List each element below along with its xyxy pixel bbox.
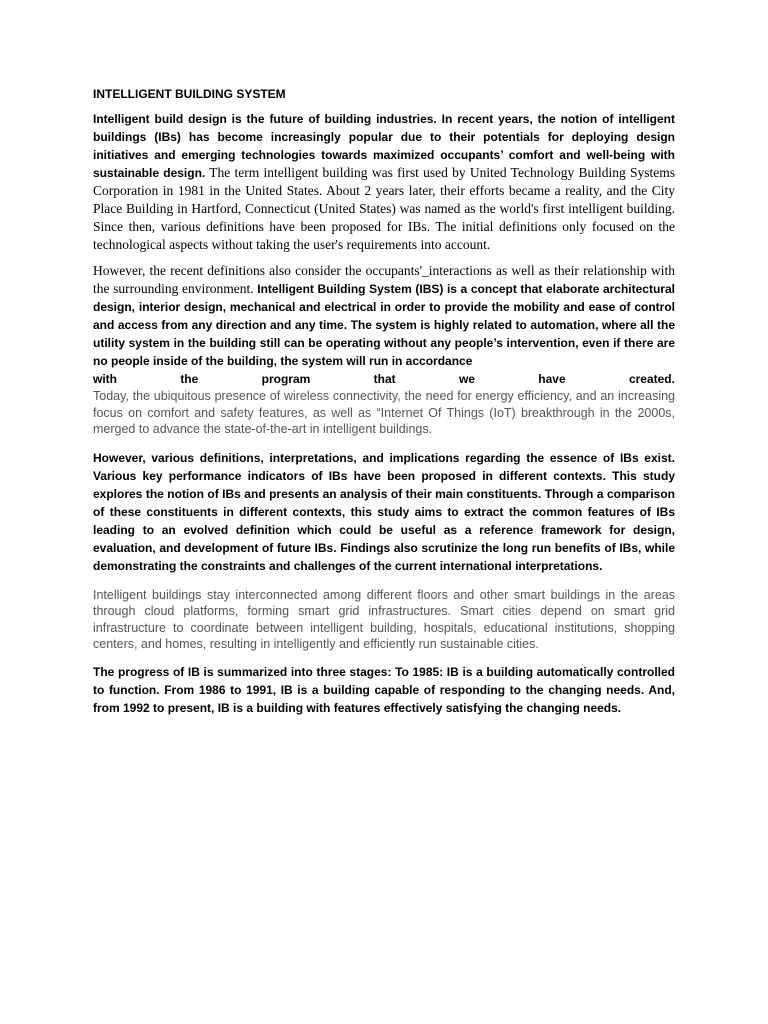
paragraph-1-serif: The term intelligent building was first used by United Technology Building Systems Corporation in 1981 in the United States. About 2 years later, their efforts became a reality, and the City Place Building in Hartford, Connecticut (United States) was named as the world's first intelligent building. Since then, various definitions have been proposed for IBs. The initial definitions only focused on the technological aspects without taking the user's requirements into account.: [93, 165, 675, 252]
document-title: INTELLIGENT BUILDING SYSTEM: [93, 87, 286, 101]
paragraph-5: The progress of IB is summarized into three stages: To 1985: IB is a building automatically controlled to function. From 1986 to 1991, IB is a building capable of responding to the changing needs. And, from 1992 to present, IB is a building with features effectively satisfying the changing needs.: [93, 664, 675, 715]
last-line-word: we: [458, 372, 475, 386]
last-line-word: that: [373, 372, 396, 386]
paragraph-1: [93, 110, 675, 254]
paragraph-4: Intelligent buildings stay interconnected among different floors and other smart buildings in the areas through cloud platforms, forming smart grid infrastructures. Smart cities depend on smart grid infrastructure to coordinate between intelligent building, hospitals, educational institutions, shopping centers, and homes, resulting in intelligently and efficiently run sustainable cities.: [93, 587, 675, 651]
paragraph-2-last-line: [93, 370, 675, 388]
last-line-word: with: [93, 372, 117, 386]
paragraph-3: However, various definitions, interpretations, and implications regarding the essence of IBs exist. Various key performance indicators of IBs have been proposed in different contexts. This study explores the notion of IBs and presents an analysis of their main constituents. Through a comparison of these constituents in different contexts, this study aims to extract the common features of IBs leading to an evolved definition which could be useful as a reference framework for design, evaluation, and development of future IBs. Findings also scrutinize the long run benefits of IBs, while demonstrating the constraints and challenges of the current international interpretations.: [93, 450, 675, 573]
last-line-word: the: [180, 372, 199, 386]
paragraph-2-bold: Intelligent Building System (IBS) is a concept that elaborate architectural design, interior design, mechanical and electrical in order to provide the mobility and ease of control and access from any direction and any time. The system is highly related to automation, where all the utility system in the building still can be operating without any people’s intervention, even if there are no people inside of the building, the system will run in accordance: [93, 282, 675, 368]
document-page: [93, 86, 675, 717]
paragraph-1-bold: Intelligent build design is the future of building industries. In recent years, the notion of intelligent buildings (IBs) has become increasingly popular due to their potentials for deploying design initiatives and emerging technologies towards maximized occupants’ comfort and well-being with sustainable design.: [93, 112, 675, 180]
paragraph-2-serif: However, the recent definitions also consider the occupants'_interactions as well as their relationship with the surrounding environment.: [93, 263, 675, 296]
paragraph-2: [93, 262, 675, 370]
paragraph-2-grey: Today, the ubiquitous presence of wireless connectivity, the need for energy efficiency, and an increasing focus on comfort and safety features, as well as “Internet Of Things (IoT) breakthrough in the 2000s, merged to advance the state-of-the-art in intelligent buildings.: [93, 389, 675, 436]
last-line-word: program: [261, 372, 311, 386]
last-line-word: have: [538, 372, 566, 386]
last-line-word: created.: [628, 372, 675, 386]
